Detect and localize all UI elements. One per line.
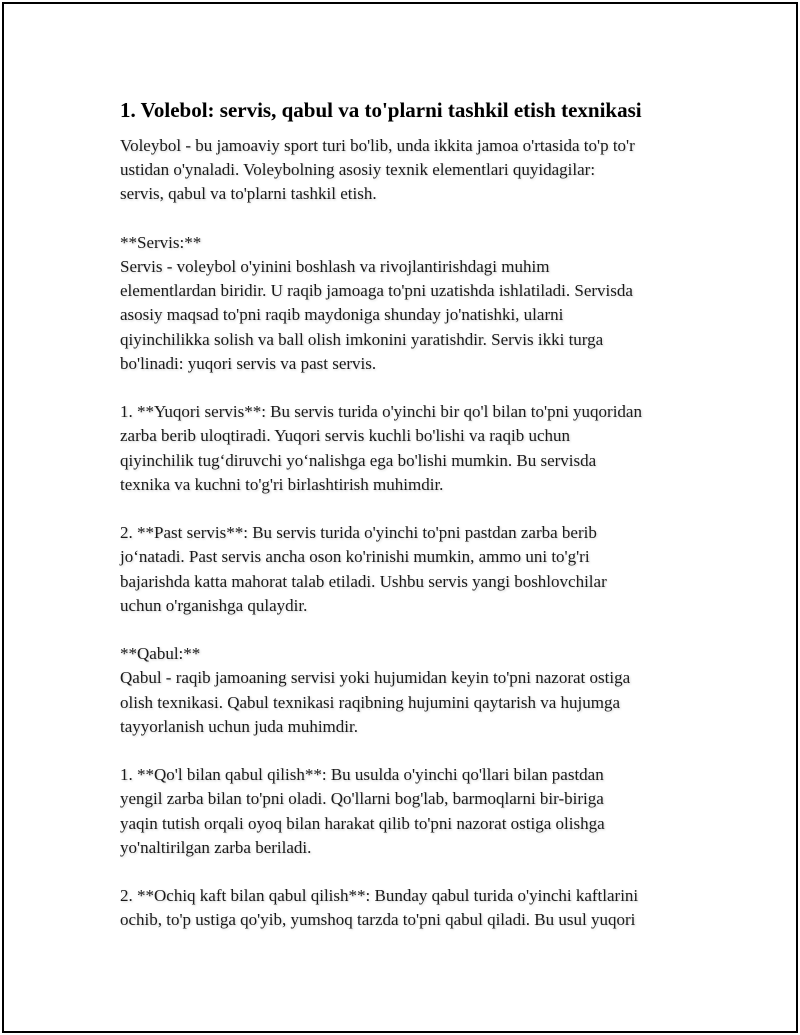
paragraph-qol-bilan-qabul: 1. **Qo'l bilan qabul qilish**: Bu usulda o'yinchi qo'llari bilan pastdan yengil zarba bilan to'pni oladi. Qo'llarni bog'lab, barmoqlarni bir-biriga yaqin tutish orqali oyoq bilan harakat qilib to'pni nazorat ostiga olishga yo'naltirilgan zarba beriladi. <box>120 765 605 857</box>
paragraph-ochiq-kaft-qabul: 2. **Ochiq kaft bilan qabul qilish**: Bunday qabul turida o'yinchi kaftlarini ochib, to'p ustiga qo'yib, yumshoq tarzda to'pni qabul qiladi. Bu usul yuqori <box>120 886 639 930</box>
paragraph-yuqori-servis: 1. **Yuqori servis**: Bu servis turida o'yinchi bir qo'l bilan to'pni yuqoridan zarba berib uloqtiradi. Yuqori servis kuchli bo'lishi va raqib uchun qiyinchilik tug‘diruvchi yo‘nalishga ega bo'lishi mumkin. Bu servisda texnika va kuchni to'g'ri birlashtirish muhimdir. <box>120 402 642 494</box>
page-frame <box>2 2 798 1033</box>
paragraph-servis: **Servis:** Servis - voleybol o'yinini boshlash va rivojlantirishdagi muhim elementlardan biridir. U raqib jamoaga to'pni uzatishda ishlatiladi. Servisda asosiy maqsad to'pni raqib maydoniga shunday jo'natishki, ularni qiyinchilikka solish va ball olish imkonini yaratishdir. Servis ikki turga bo'linadi: yuqori servis va past servis. <box>120 232 633 373</box>
document-body <box>120 96 700 957</box>
document-title: 1. Volebol: servis, qabul va to'plarni tashkil etish texnikasi <box>120 98 642 122</box>
paragraph-past-servis: 2. **Past servis**: Bu servis turida o'yinchi to'pni pastdan zarba berib jo‘natadi. Past servis ancha oson ko'rinishi mumkin, ammo uni to'g'ri bajarishda katta mahorat talab etiladi. Ushbu servis yangi boshlovchilar uchun o'rganishga qulaydir. <box>120 523 607 615</box>
paragraph-qabul: **Qabul:** Qabul - raqib jamoaning servisi yoki hujumidan keyin to'pni nazorat ostiga olish texnikasi. Qabul texnikasi raqibning hujumini qaytarish va hujumga tayyorlanish uchun juda muhimdir. <box>120 644 631 736</box>
paragraph-intro: Voleybol - bu jamoaviy sport turi bo'lib, unda ikkita jamoa o'rtasida to'p to'r ustidan o'ynaladi. Voleybolning asosiy texnik elementlari quyidagilar: servis, qabul va to'plarni tashkil etish. <box>120 136 635 204</box>
